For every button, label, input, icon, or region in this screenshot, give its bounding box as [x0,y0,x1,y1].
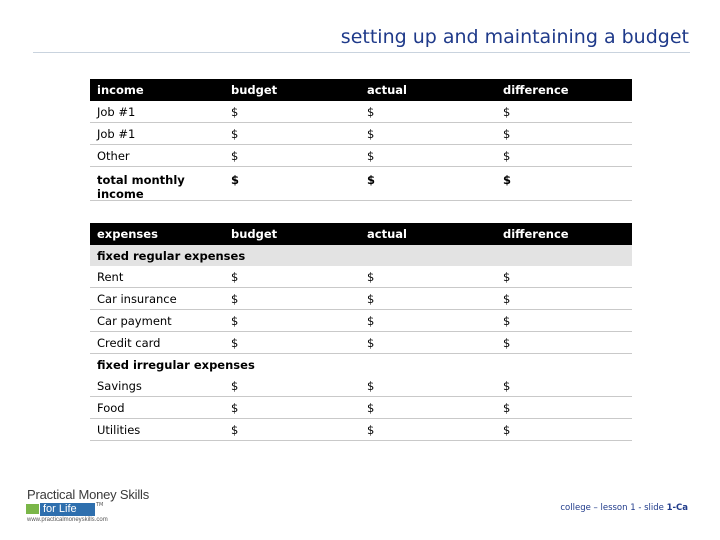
table-row [90,397,632,419]
row-label: Job #1 [97,104,136,119]
table-row [90,145,632,167]
expenses-header-row [90,223,632,245]
actual-cell: $ [367,400,375,415]
actual-cell: $ [367,173,376,187]
table-row [90,310,632,332]
section-row-regular [90,245,632,266]
table-row [90,266,632,288]
budget-cell: $ [231,148,239,163]
section-row-irregular [90,354,632,375]
actual-cell: $ [367,104,375,119]
row-label: Utilities [97,422,141,437]
table-row [90,332,632,354]
header-cell: actual [367,83,407,97]
header-cell: budget [231,83,278,97]
difference-cell: $ [503,126,511,141]
difference-cell: $ [503,291,511,306]
budget-cell: $ [231,269,239,284]
row-label: Other [97,148,130,163]
table-row [90,123,632,145]
actual-cell: $ [367,148,375,163]
logo-green-block [26,504,39,514]
row-label: Job #1 [97,126,136,141]
header-cell: difference [503,83,569,97]
budget-cell: $ [231,422,239,437]
budget-cell: $ [231,378,239,393]
row-label: Car insurance [97,291,177,306]
table-row [90,288,632,310]
actual-cell: $ [367,313,375,328]
budget-cell: $ [231,126,239,141]
actual-cell: $ [367,269,375,284]
row-label: Credit card [97,335,161,350]
difference-cell: $ [503,104,511,119]
slide-footer [560,503,688,513]
budget-cell: $ [231,291,239,306]
difference-cell: $ [503,148,511,163]
budget-cell: $ [231,173,240,187]
logo-trademark: TM [96,502,104,508]
income-header-row [90,79,632,101]
actual-cell: $ [367,291,375,306]
logo-for-life: for Life [40,503,95,516]
header-cell: expenses [97,227,158,241]
total-label: total monthly income [97,173,185,201]
total-row [90,167,632,201]
header-cell: income [97,83,144,97]
table-row [90,419,632,441]
row-label: Savings [97,378,142,393]
header-cell: actual [367,227,407,241]
header-cell: difference [503,227,569,241]
difference-cell: $ [503,173,512,187]
actual-cell: $ [367,126,375,141]
section-label: fixed regular expenses [97,248,246,263]
actual-cell: $ [367,378,375,393]
title-divider [33,52,690,53]
slide-title: setting up and maintaining a budget [340,26,689,48]
budget-cell: $ [231,335,239,350]
income-table [90,79,632,201]
logo-text: Practical Money Skills [27,487,150,502]
table-row [90,375,632,397]
header-cell: budget [231,227,278,241]
row-label: Rent [97,269,124,284]
difference-cell: $ [503,313,511,328]
logo-url: www.practicalmoneyskills.com [27,517,108,523]
actual-cell: $ [367,335,375,350]
table-row [90,101,632,123]
row-label: Food [97,400,125,415]
practical-money-skills-logo [25,487,165,527]
section-label: fixed irregular expenses [97,357,255,372]
actual-cell: $ [367,422,375,437]
difference-cell: $ [503,378,511,393]
difference-cell: $ [503,422,511,437]
expenses-table [90,223,632,441]
difference-cell: $ [503,269,511,284]
difference-cell: $ [503,335,511,350]
budget-cell: $ [231,104,239,119]
difference-cell: $ [503,400,511,415]
footer-slide-number: 1-Ca [666,503,688,513]
budget-cell: $ [231,313,239,328]
row-label: Car payment [97,313,172,328]
footer-prefix: college – lesson 1 - slide [560,503,667,513]
budget-cell: $ [231,400,239,415]
